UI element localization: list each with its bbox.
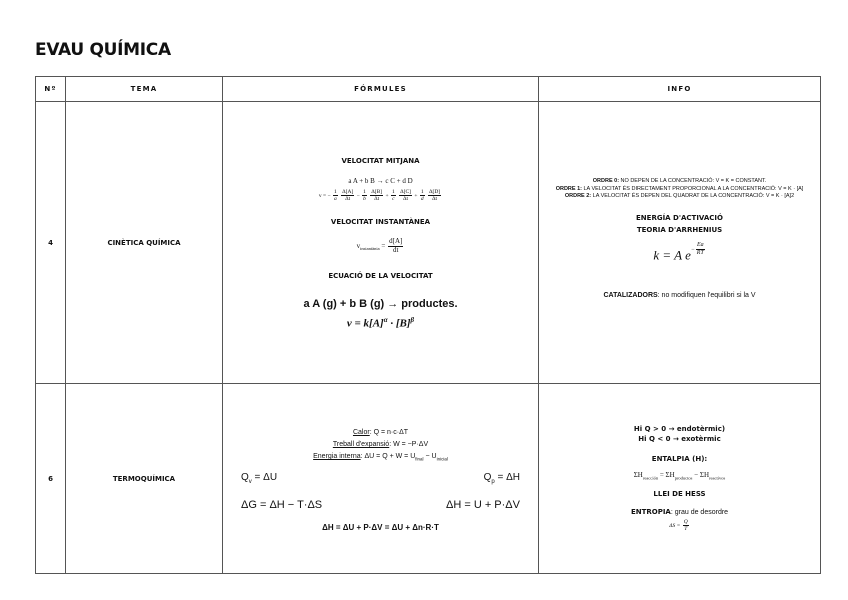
row-topic: CINÈTICA QUÍMICA	[66, 102, 223, 384]
formulas-cell	[223, 384, 539, 574]
energia-interna-formula: Energia interna: $\Delta U = Q + W = U_{final} - U_{inicial}$	[313, 453, 448, 462]
average-rate-formula: v = − $\frac{1}{a}$ $\frac{\Delta[A]}{\Delta t}$ − $\frac{1}{b}$ $\frac{\Delta[B]}{\Delta t}$ + $\frac{1}{c}$ $\frac{\Delta[C]}{\Delta t}$ + $\frac{1}{d}$ $\frac{\Delta[D]}{\Delta t}$	[318, 188, 441, 202]
endotermic-note: Hi Q > 0 → endotèrmic)	[633, 424, 726, 433]
table-row	[36, 384, 821, 574]
heading-velocitat-mitjana: VELOCITAT MITJANA	[341, 156, 420, 165]
entropy-formula: ΔS = $\frac{Q}{T}$	[669, 519, 688, 533]
hess-formula: $\Sigma H_{reacción} = \Sigma H_{productos} - \Sigma H_{reactivos}$	[633, 470, 726, 481]
enthalpy-full-formula: ΔH = ΔU + P·ΔV = ΔU + Δn·R·T	[322, 522, 439, 532]
heading-velocitat-instantania: VELOCITAT INSTANTÀNEA	[330, 218, 431, 227]
reaction-equation: a A + b B → c C + d D	[348, 176, 413, 185]
header-formules: FÓRMULES	[223, 77, 539, 102]
catalizadors-note: CATALIZADORS: no modifiquen l'equilibri si la V	[603, 291, 756, 299]
calor-formula: Calor: Q = n·c·ΔT	[352, 429, 409, 437]
rate-law-formula: $v = k[A]^\alpha \cdot [B]^\beta$	[346, 316, 415, 331]
heading-entalpia: ENTALPIA (H):	[651, 454, 708, 463]
arrhenius-formula: k = A $e^{- \frac{Ea}{RT}}$	[653, 242, 704, 263]
qp-formula: $Q_p = \Delta H$	[483, 471, 520, 485]
entropia-note: ENTROPIA: grau de desordre	[630, 508, 729, 517]
header-num: Nº	[36, 77, 66, 102]
row-number: 4	[36, 102, 66, 384]
exotermic-note: Hi Q < 0 → exotèrmic	[638, 434, 721, 443]
rate-equation-reaction: a A (g) + b B (g) → productes.	[303, 298, 458, 311]
instant-rate-formula: $v_{instantània}$ = $\frac{d[A]}{dt}$	[356, 237, 403, 254]
enthalpy-formula: ΔH = U + P·ΔV	[446, 498, 520, 511]
heading-energia-activacio: ENERGÍA D'ACTIVACIÓ	[636, 214, 723, 223]
treball-formula: Treball d'expansió: W = −P·ΔV	[332, 441, 429, 449]
heading-arrhenius: TEORIA D'ARRHENIUS	[636, 226, 723, 235]
table-row	[36, 102, 821, 384]
qv-formula: $Q_v = \Delta U$	[241, 471, 278, 485]
heading-llei-hess: LLEI DE HESS	[653, 490, 706, 499]
header-info: INFO	[539, 77, 821, 102]
row-number: 6	[36, 384, 66, 574]
info-cell	[539, 102, 821, 384]
ordre-0: ORDRE 0: NO DEPEN DE LA CONCENTRACIÓ: V = K = CONSTANT.	[592, 178, 767, 185]
page-title: EVAU QUÍMICA	[35, 40, 171, 60]
heading-equacio-velocitat: ECUACIÓ DE LA VELOCITAT	[328, 272, 433, 281]
row-topic: TERMOQUÍMICA	[66, 384, 223, 574]
info-cell	[539, 384, 821, 574]
ordre-1: ORDRE 1: LA VELOCITAT ÉS DIRECTAMENT PROPORCIONAL A LA CONCENTRACIÓ: V = K · [A]	[555, 185, 804, 192]
formulas-cell	[223, 102, 539, 384]
header-tema: TEMA	[66, 77, 223, 102]
gibbs-formula: ΔG = ΔH − T·ΔS	[241, 498, 323, 511]
ordre-2: ORDRE 2: LA VELOCITAT ÉS DEPEN DEL QUADRAT DE LA CONCENTRACIÓ: V = K · [A]2	[564, 192, 795, 199]
table-header-row	[36, 77, 821, 102]
formula-table	[35, 76, 821, 574]
